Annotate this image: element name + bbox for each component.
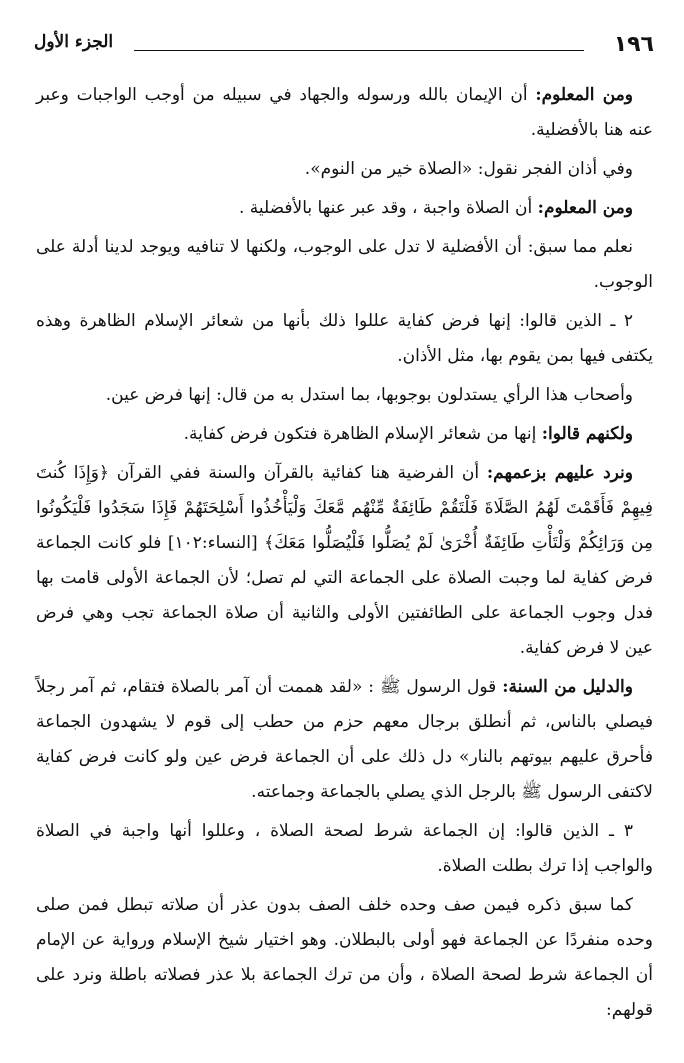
paragraph-11	[36, 888, 653, 1028]
paragraph-text: وفي أذان الفجر نقول: «الصلاة خير من النوم».	[304, 159, 633, 179]
paragraph-2	[36, 152, 653, 187]
paragraph-text: وأصحاب هذا الرأي يستدلون بوجوبها، بما استدل به من قال: إنها فرض عين.	[105, 385, 633, 405]
paragraph-text: ٢ ـ الذين قالوا: إنها فرض كفاية عللوا ذلك بأنها من شعائر الإسلام الظاهرة وهذه يكتفى فيها بمن يقوم بها، مثل الأذان.	[36, 311, 653, 366]
header-rule	[134, 50, 584, 51]
paragraph-text: كما سبق ذكره فيمن صف وحده خلف الصف بدون عذر أن صلاته تبطل فمن صلى وحده منفردًا عن الجماعة فهو أولى بالبطلان. وهو اختيار شيخ الإسلام ورواية عن الإمام أن الجماعة شرط لصحة الصلاة ، وأن من ترك الجماعة بلا عذر فصلاته باطلة ونرد على قولهم:	[36, 895, 653, 1020]
paragraph-lead: ولكنهم قالوا:	[541, 424, 633, 444]
paragraph-lead: ومن المعلوم:	[535, 85, 633, 105]
page-number: ١٩٦	[613, 32, 654, 57]
paragraph-text: أن الصلاة واجبة ، وقد عبر عنها بالأفضلية .	[239, 198, 538, 218]
paragraph-text: قول الرسول ﷺ : «لقد هممت أن آمر بالصلاة فتقام، ثم آمر رجلاً فيصلي بالناس، ثم أنطلق برجال معهم حزم من حطب إلى قوم لا يشهدون الجماعة فأحرق عليهم بيوتهم بالنار» دل ذلك على أن الجماعة فرض عين ولو كانت فرض كفاية لاكتفى الرسول ﷺ بالرجل الذي يصلي بالجماعة وجماعته.	[36, 677, 653, 802]
paragraph-8	[36, 456, 653, 666]
paragraph-lead: ونرد عليهم بزعمهم:	[486, 463, 633, 483]
paragraph-lead: والدليل من السنة:	[502, 677, 633, 697]
paragraph-6	[36, 378, 653, 413]
paragraph-text: نعلم مما سبق: أن الأفضلية لا تدل على الوجوب، ولكنها لا تنافيه ويوجد لدينا أدلة على الوجوب.	[36, 237, 653, 292]
paragraph-lead: ومن المعلوم:	[537, 198, 633, 218]
page-header	[34, 30, 654, 62]
paragraph-7	[36, 417, 653, 452]
paragraph-text: ٣ ـ الذين قالوا: إن الجماعة شرط لصحة الصلاة ، وعللوا أنها واجبة في الصلاة والواجب إذا ترك بطلت الصلاة.	[36, 821, 653, 876]
paragraph-text: أن الفرضية هنا كفائية بالقرآن والسنة ففي القرآن ﴿وَإِذَا كُنتَ فِيهِمْ فَأَقَمْتَ لَهُمُ الصَّلَاةَ فَلْتَقُمْ طَائِفَةٌ مِّنْهُم مَّعَكَ وَلْيَأْخُذُوا أَسْلِحَتَهُمْ فَإِذَا سَجَدُوا فَلْيَكُونُوا مِن وَرَائِكُمْ وَلْتَأْتِ طَائِفَةٌ أُخْرَىٰ لَمْ يُصَلُّوا فَلْيُصَلُّوا مَعَكَ﴾ [النساء:١٠٢] فلو كانت الجماعة فرض كفاية لما وجبت الصلاة على الجماعة التي لم تصل؛ لأن الجماعة الأولى قامت بها فدل وجوب الجماعة على الطائفتين الأولى والثانية أن صلاة الجماعة تجب وهي فرض عين لا فرض كفاية.	[36, 463, 653, 658]
paragraph-4	[36, 230, 653, 300]
paragraph-10	[36, 814, 653, 884]
page-content	[36, 78, 653, 1032]
running-title: الجزء الأول	[34, 32, 114, 52]
paragraph-1	[36, 78, 653, 148]
paragraph-5	[36, 304, 653, 374]
paragraph-9	[36, 670, 653, 810]
paragraph-text: إنها من شعائر الإسلام الظاهرة فتكون فرض كفاية.	[183, 424, 542, 444]
paragraph-3	[36, 191, 653, 226]
paragraph-text: أن الإيمان بالله ورسوله والجهاد في سبيله من أوجب الواجبات وعبر عنه هنا بالأفضلية.	[36, 85, 653, 140]
